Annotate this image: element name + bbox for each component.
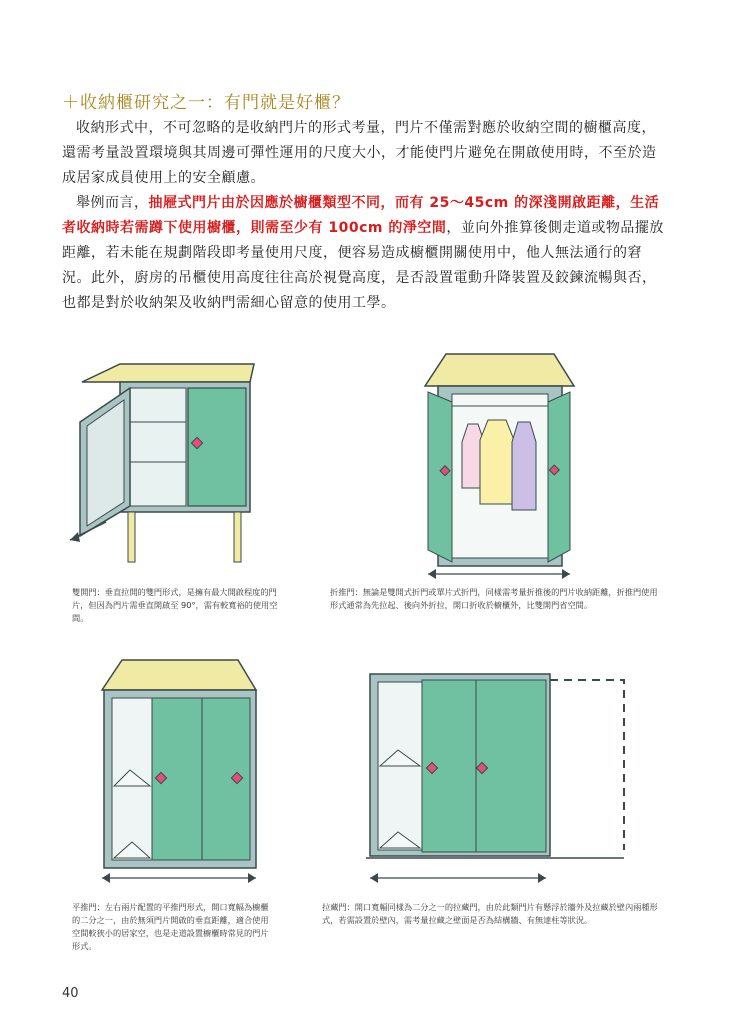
caption-double-door: 雙開門：垂直拉開的雙門形式，是擁有最大開啟程度的門片，但因為門片需垂直開啟至 90°，需有較寬裕的使用空間。 <box>72 587 278 623</box>
paragraph-2-rest: ，並向外推算後側走道或物品擺放距離，若未能在規劃階段即考量使用尺度，便容易造成櫥櫃開關使用中，他人無法通行的窘況。此外，廚房的吊櫃使用高度往往高於視覺高度，是否設置電動升降裝置及鉸鍊流暢與否，也都是對於收納架及收納門需細心留意的使用工學。 <box>62 220 664 311</box>
page-number: 40 <box>62 986 79 1001</box>
pocket-door-cabinet-illustration <box>366 668 636 890</box>
caption-pocket-door: 拉藏門：開口寬幅同樣為二分之一的拉藏門，由於此類門片有懸浮於牆外及拉藏於壁內兩種形式，若需設置於壁內，需考量拉藏之壁面是否為結構牆、有無達柱等狀況。 <box>322 902 658 925</box>
paragraph-2 <box>62 191 670 316</box>
body-text <box>62 116 670 316</box>
folding-door-wardrobe-illustration <box>410 352 590 582</box>
paragraph-2-highlight: 抽屜式門片由於因應於櫥櫃類型不同，而有 25～45cm 的深淺開啟距離，生活者收納時若需蹲下使用櫥櫃，則需至少有 100cm 的淨空間 <box>62 195 660 236</box>
double-door-cabinet-illustration <box>62 352 282 572</box>
caption-folding-door: 折推門：無論是雙開式折門或單片式折門，同樣需考量折推後的門片收納距離，折推門使用形式通常為先拉起、後向外折拉，開口折收於櫥櫃外，比雙開門省空間。 <box>330 587 658 610</box>
caption-sliding-door: 平推門：左右兩片配置的平推門形式，開口寬幅為櫥櫃的二分之一，由於無須門片開啟的垂直距離，適合使用空間較狹小的居家空，也是走道設置櫥櫃時常見的門片形式。 <box>72 902 269 951</box>
section-heading: ＋收納櫃研究之一：有門就是好櫃？ <box>62 93 350 113</box>
sliding-door-cabinet-illustration <box>98 658 268 888</box>
paragraph-2-intro: 舉例而言， <box>76 195 149 211</box>
paragraph-1: 收納形式中，不可忽略的是收納門片的形式考量，門片不僅需對應於收納空間的櫥櫃高度，還需考量設置環境與其周邊可彈性運用的尺度大小，才能使門片避免在開啟使用時，不至於造成居家成員使用上的安全顧慮。 <box>62 120 657 186</box>
